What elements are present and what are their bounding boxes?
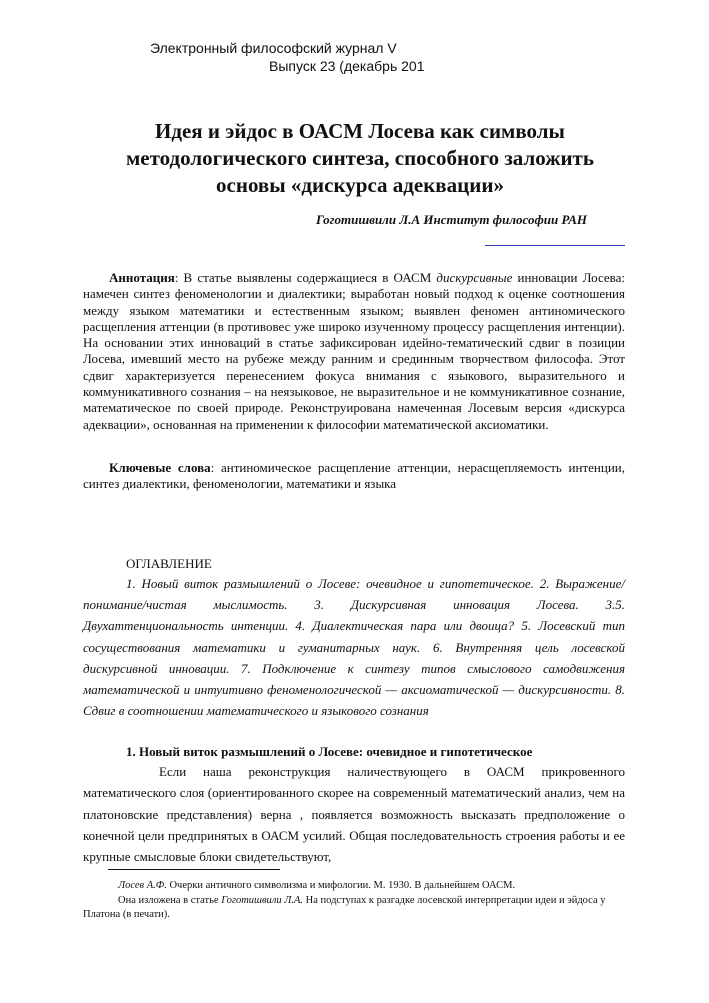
toc-heading: ОГЛАВЛЕНИЕ — [126, 556, 212, 571]
footnote-rule — [108, 869, 280, 870]
abstract-label: Аннотация — [109, 270, 175, 285]
title-line: Идея и эйдос в ОАСМ Лосева как символы — [155, 119, 565, 143]
toc-text: 1. Новый виток размышлений о Лосеве: очевидное и гипотетическое. 2. Выражение/понимание/чистая мыслимость. 3. Дискурсивная инновация Лосева. 3.5. Двухаттенциональность интенции. 4. Диалектическая пара или двоица? 5. Лосевский тип сосуществования математики и гуманитарных наук. 6. Внутренняя цель лосевской дискурсивной инновации. 7. Подключение к синтезу типов смыслового самодвижения математической и интуитивно феноменологической — аксиоматической — дискурсивности. 8. Сдвиг в соотношении математического и языкового сознания — [83, 576, 625, 719]
footnote-text: Очерки античного символизма и мифологии. М. 1930. В дальнейшем ОАСМ. — [166, 880, 516, 891]
section-text: Если наша реконструкция наличествующего в ОАСМ прикровенного математического слоя (ориентированного скорее на современный математический анализ, чем на платоновские представления) верна , появляется возможность высказать предположение о конечной цели предпринятых в ОАСМ усилий. Общая последовательность строения работы и ее крупные смысловые блоки свидетельствуют, — [83, 764, 625, 865]
author-affiliation: Гоготишвили Л.А Институт философии РАН — [316, 212, 588, 227]
footnote-author: Лосев А.Ф. — [118, 880, 167, 891]
abstract-text: В статье выявлены содержащиеся в ОАСМ — [183, 270, 437, 285]
abstract — [83, 270, 625, 433]
footnote-text: Она изложена в статье — [118, 894, 222, 906]
footnote-2 — [83, 894, 625, 923]
footnote-author: Гоготишвили Л.А. — [221, 894, 304, 906]
title-line: основы «дискурса адеквации» — [216, 173, 504, 197]
footnotes — [83, 879, 625, 923]
keywords-label: Ключевые слова — [109, 460, 211, 475]
author-underline — [485, 245, 625, 246]
keywords — [83, 460, 625, 493]
footnote-text: На подступах к разгадке лосевской интерпретации идеи и эйдоса у Платона (в печати). — [83, 894, 606, 920]
keywords-text: : антиномическое расщепление аттенции, нерасщепляемость интенции, синтез диалектики, феноменологии, математики и языка — [83, 460, 625, 492]
abstract-italic: дискурсивные — [436, 270, 513, 285]
title-line: методологического синтеза, способного заложить — [126, 146, 594, 170]
article-title — [80, 118, 640, 199]
abstract-sep: : — [174, 270, 184, 285]
section-heading: 1. Новый виток размышлений о Лосеве: очевидное и гипотетическое — [126, 744, 533, 759]
section-body — [83, 761, 625, 867]
abstract-text-cont: инновации Лосева: намечен синтез феноменологии и диалектики; выработан новый подход к оценке соотношения между языком математики и естественным языком; выявлен феномен антиномического расщепления аттенции (в противовес уже широко изученному процессу расщепления интенции). На основании этих инноваций в статье зафиксирован идейно-тематический сдвиг в позиции Лосева, имевший место на рубеже между ранним и срединным творчеством философа. Этот сдвиг характеризуется перенесением фокуса внимания с языкового, выразительного и коммуникативного сознания – на неязыковое, не выразительное и не коммуникативное сознание, математическое по своей природе. Реконструирована намеченная Лосевым версия «дискурса адеквации», основанная на применении к философии математической аксиоматики. — [83, 270, 625, 432]
toc-body — [83, 573, 625, 721]
footnote-1 — [83, 879, 625, 894]
journal-name: Электронный философский журнал V — [150, 40, 397, 56]
issue-info: Выпуск 23 (декабрь 201 — [269, 58, 425, 74]
